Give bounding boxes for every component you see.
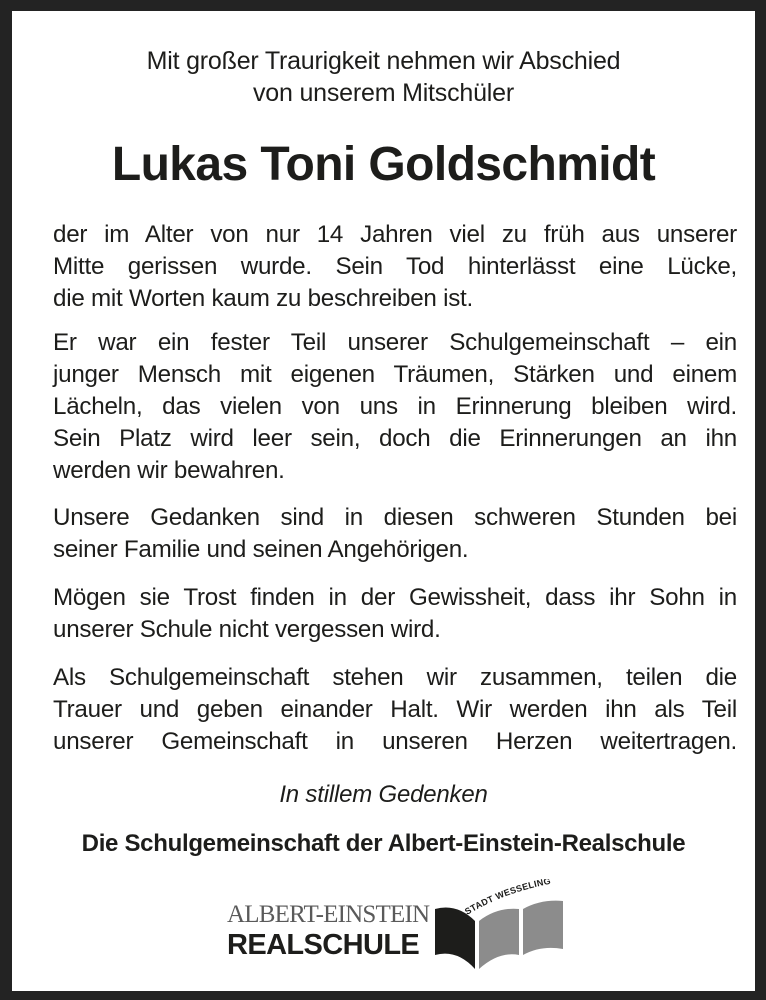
text-line: Sein Platz wird leer sein, doch die Erinnerungen an ihn bbox=[53, 425, 737, 452]
text-line: der im Alter von nur 14 Jahren viel zu früh aus unserer bbox=[53, 221, 737, 248]
logo-line-2: REALSCHULE bbox=[227, 929, 420, 961]
text-line: Er war ein fester Teil unserer Schulgemeinschaft – ein bbox=[53, 329, 737, 356]
intro-text bbox=[12, 45, 755, 109]
text-line: junger Mensch mit eigenen Träumen, Stärken und einem bbox=[53, 361, 737, 388]
text-line: Lächeln, das vielen von uns in Erinnerung bleiben wird. bbox=[53, 393, 737, 420]
intro-line: Mit großer Traurigkeit nehmen wir Abschied bbox=[146, 47, 621, 75]
text-line: Als Schulgemeinschaft stehen wir zusammen, teilen die bbox=[53, 664, 737, 691]
text-line: Unsere Gedanken sind in diesen schweren Stunden bei bbox=[53, 504, 737, 531]
text-line: Mögen sie Trost finden in der Gewissheit, dass ihr Sohn in bbox=[53, 584, 737, 611]
text-line: Trauer und geben einander Halt. Wir werden ihn als Teil bbox=[53, 696, 737, 723]
text-line: Mitte gerissen wurde. Sein Tod hinterlässt eine Lücke, bbox=[53, 253, 737, 280]
text-line: unserer Gemeinschaft in unseren Herzen weitertragen. bbox=[53, 728, 737, 755]
open-book-icon bbox=[427, 879, 569, 971]
closing-phrase: In stillem Gedenken bbox=[279, 781, 488, 808]
paragraph-5 bbox=[53, 662, 737, 758]
paragraph-4 bbox=[53, 582, 737, 646]
logo-line-1: ALBERT-EINSTEIN bbox=[227, 901, 430, 928]
book-middle-page bbox=[479, 909, 519, 969]
text-line: seiner Familie und seinen Angehörigen. bbox=[53, 536, 469, 563]
logo-arc-text-path: STADT WESSELING bbox=[462, 879, 552, 917]
paragraph-2 bbox=[53, 327, 737, 487]
text-line: unserer Schule nicht vergessen wird. bbox=[53, 616, 441, 643]
school-logo bbox=[224, 879, 569, 971]
signature: Die Schulgemeinschaft der Albert-Einstein-Realschule bbox=[81, 830, 686, 857]
paragraph-3 bbox=[53, 502, 737, 566]
text-line: werden wir bewahren. bbox=[53, 457, 285, 484]
book-right-page bbox=[523, 901, 563, 955]
deceased-name: Lukas Toni Goldschmidt bbox=[111, 138, 656, 191]
intro-line: von unserem Mitschüler bbox=[253, 79, 514, 107]
paragraph-1 bbox=[53, 219, 737, 315]
text-line: die mit Worten kaum zu beschreiben ist. bbox=[53, 285, 473, 312]
book-left-page bbox=[435, 908, 475, 970]
